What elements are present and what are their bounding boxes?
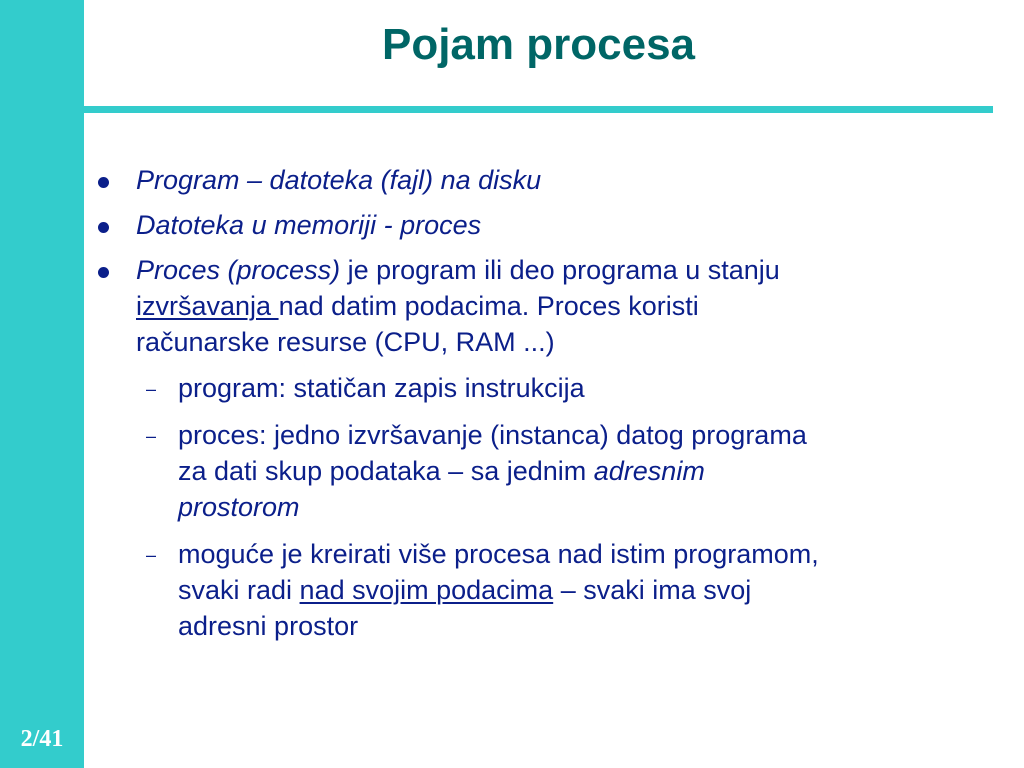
sub-bullet-text: adresni prostor <box>178 611 359 641</box>
bullet-item <box>136 162 996 198</box>
sub-bullet-text: za dati skup podataka – sa jednim <box>178 456 594 486</box>
sub-bullet-text: svaki radi <box>178 575 300 605</box>
sub-bullet-item <box>146 370 1008 406</box>
bullet-item <box>136 252 996 360</box>
bullet-text: Program – datoteka (fajl) na disku <box>136 165 542 195</box>
bullet-text: Datoteka u memoriji - proces <box>136 210 482 240</box>
left-accent-bar <box>0 0 84 768</box>
term-execution: izvršavanja <box>136 291 279 321</box>
bullet-dot-icon <box>98 267 109 278</box>
dash-marker: – <box>146 545 157 565</box>
page-number: 2/41 <box>20 726 64 752</box>
dash-marker: – <box>146 379 157 399</box>
dash-marker: – <box>146 426 157 446</box>
sub-bullet-item <box>146 536 1008 644</box>
bullet-dot-icon <box>98 177 109 188</box>
slide-title: Pojam procesa <box>381 20 696 69</box>
bullet-item <box>136 207 996 243</box>
sub-bullet-text: moguće je kreirati više procesa nad istim programom, <box>178 539 819 569</box>
term-process: Proces (process) <box>136 255 341 285</box>
term-own-data: nad svojim podacima <box>299 575 554 605</box>
term-space: prostorom <box>178 492 300 522</box>
bullet-text: računarske resurse (CPU, RAM ...) <box>136 327 555 357</box>
sub-bullet-item <box>146 417 1008 525</box>
bullet-dot-icon <box>98 222 109 233</box>
sub-bullet-text: proces: jedno izvršavanje (instanca) datog programa <box>178 420 807 450</box>
sub-bullet-text: – svaki ima svoj <box>553 575 752 605</box>
term-address: adresnim <box>593 456 705 486</box>
title-underline-rule <box>84 106 993 113</box>
sub-bullet-text: program: statičan zapis instrukcija <box>178 373 585 403</box>
bullet-text: nad datim podacima. Proces koristi <box>278 291 699 321</box>
bullet-text: je program ili deo programa u stanju <box>340 255 780 285</box>
